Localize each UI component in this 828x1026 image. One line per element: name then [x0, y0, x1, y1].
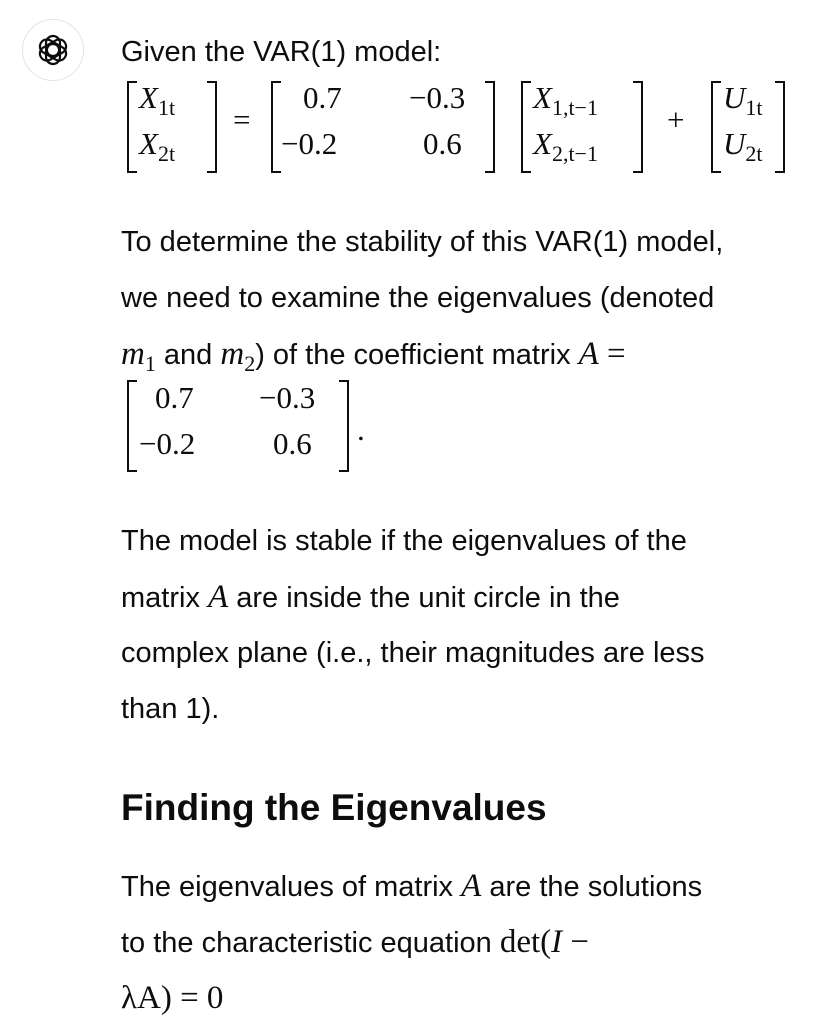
err-left-bracket — [711, 81, 721, 173]
lag-x1: $X_{1,t-1}$ — [533, 80, 598, 120]
lag-left-bracket — [521, 81, 531, 173]
lag-right-bracket — [633, 81, 643, 173]
para1-line2: we need to examine the eigenvalues (denoted — [121, 282, 715, 314]
matrix-A-a21: −0.2 — [139, 426, 196, 461]
err-u2t: $U_{2t}$ — [723, 126, 763, 166]
para3-line3: λA) = 0 — [121, 980, 224, 1016]
matrix-A-a11: 0.7 — [155, 380, 194, 415]
coef-left-bracket — [271, 81, 281, 173]
matrix-A-period: . — [357, 412, 365, 447]
para2-line1: The model is stable if the eigenvalues of the — [121, 525, 687, 557]
coef-a22: 0.6 — [423, 126, 462, 161]
matrix-A — [121, 378, 381, 474]
para1-line3: $m_1$ and $m_2$) of the coefficient matrix A = — [121, 336, 626, 376]
assistant-avatar — [22, 19, 84, 81]
coef-a21: −0.2 — [281, 126, 338, 161]
err-u1t: $U_{1t}$ — [723, 80, 763, 120]
matrix-A-a12: −0.3 — [259, 380, 316, 415]
coef-a11: 0.7 — [303, 80, 342, 115]
coef-right-bracket — [485, 81, 495, 173]
model-equation — [121, 78, 801, 178]
lhs-right-bracket — [207, 81, 217, 173]
para3-line2: to the characteristic equation det(I − — [121, 924, 590, 960]
matrix-A-right-bracket — [339, 380, 349, 472]
matrix-A-left-bracket — [127, 380, 137, 472]
lhs-x2t: $X_{2t}$ — [139, 126, 176, 166]
err-right-bracket — [775, 81, 785, 173]
openai-logo-icon — [35, 32, 71, 68]
coef-a12: −0.3 — [409, 80, 466, 115]
section-heading: Finding the Eigenvalues — [121, 787, 547, 828]
matrix-A-a22: 0.6 — [273, 426, 312, 461]
para2-line3: complex plane (i.e., their magnitudes are less — [121, 637, 705, 669]
lhs-left-bracket — [127, 81, 137, 173]
lag-x2: $X_{2,t-1}$ — [533, 126, 598, 166]
plus-sign: + — [667, 102, 685, 137]
para3-line1: The eigenvalues of matrix A are the solutions — [121, 868, 703, 904]
para1-line1: To determine the stability of this VAR(1) model, — [121, 226, 724, 258]
intro-text: Given the VAR(1) model: — [121, 36, 442, 68]
equals-sign: = — [233, 102, 251, 137]
lhs-x1t: $X_{1t}$ — [139, 80, 176, 120]
para2-line2: matrix A are inside the unit circle in the — [121, 579, 620, 615]
para2-line4: than 1). — [121, 693, 220, 725]
